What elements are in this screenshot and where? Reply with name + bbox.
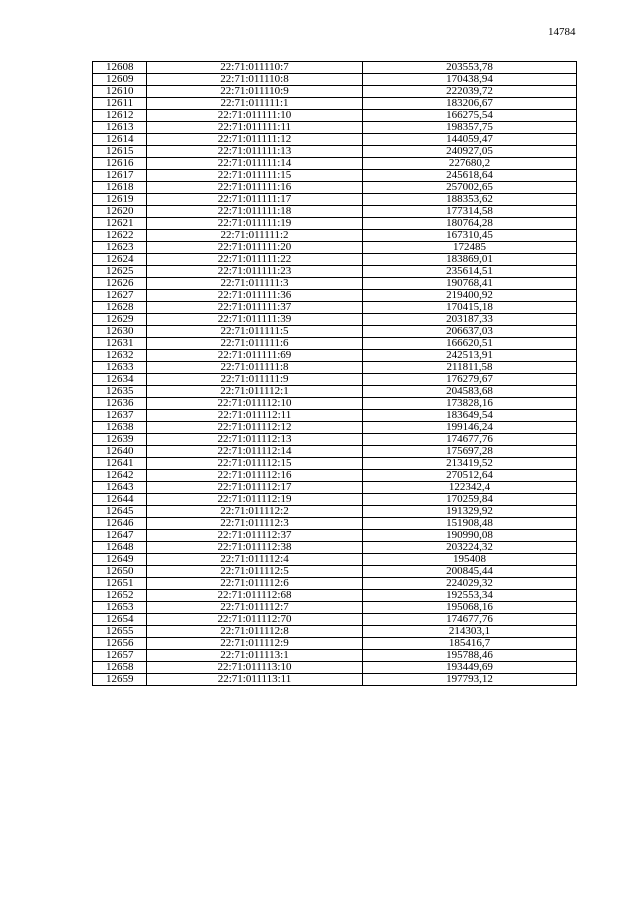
row-number-cell: 12618: [93, 182, 147, 194]
table-row: [93, 554, 577, 566]
cadastral-value-cell: 180764,28: [363, 218, 577, 230]
cadastral-number-cell: 22:71:011111:5: [147, 326, 363, 338]
cadastral-number-cell: 22:71:011112:9: [147, 638, 363, 650]
cadastral-number-cell: 22:71:011112:11: [147, 410, 363, 422]
row-number-cell: 12613: [93, 122, 147, 134]
cadastral-value-cell: 235614,51: [363, 266, 577, 278]
table-row: [93, 326, 577, 338]
cadastral-value-cell: 188353,62: [363, 194, 577, 206]
row-number-cell: 12648: [93, 542, 147, 554]
cadastral-value-cell: 183649,54: [363, 410, 577, 422]
cadastral-number-cell: 22:71:011111:16: [147, 182, 363, 194]
table-row: [93, 350, 577, 362]
cadastral-number-cell: 22:71:011112:3: [147, 518, 363, 530]
cadastral-value-cell: 214303,1: [363, 626, 577, 638]
cadastral-value-cell: 204583,68: [363, 386, 577, 398]
cadastral-number-cell: 22:71:011111:20: [147, 242, 363, 254]
row-number-cell: 12630: [93, 326, 147, 338]
cadastral-number-cell: 22:71:011110:8: [147, 74, 363, 86]
row-number-cell: 12628: [93, 302, 147, 314]
cadastral-number-cell: 22:71:011112:16: [147, 470, 363, 482]
row-number-cell: 12658: [93, 662, 147, 674]
cadastral-value-cell: 190768,41: [363, 278, 577, 290]
cadastral-number-cell: 22:71:011111:14: [147, 158, 363, 170]
cadastral-value-cell: 242513,91: [363, 350, 577, 362]
cadastral-number-cell: 22:71:011112:68: [147, 590, 363, 602]
row-number-cell: 12652: [93, 590, 147, 602]
cadastral-value-cell: 193449,69: [363, 662, 577, 674]
cadastral-value-cell: 151908,48: [363, 518, 577, 530]
table-row: [93, 386, 577, 398]
table-row: [93, 86, 577, 98]
row-number-cell: 12622: [93, 230, 147, 242]
table-row: [93, 446, 577, 458]
row-number-cell: 12611: [93, 98, 147, 110]
table-row: [93, 506, 577, 518]
table-row: [93, 614, 577, 626]
cadastral-number-cell: 22:71:011111:13: [147, 146, 363, 158]
table-row: [93, 170, 577, 182]
cadastral-value-cell: 173828,16: [363, 398, 577, 410]
cadastral-number-cell: 22:71:011112:1: [147, 386, 363, 398]
cadastral-value-cell: 174677,76: [363, 614, 577, 626]
table-row: [93, 146, 577, 158]
table-row: [93, 602, 577, 614]
row-number-cell: 12609: [93, 74, 147, 86]
cadastral-value-cell: 222039,72: [363, 86, 577, 98]
table-row: [93, 302, 577, 314]
table-row: [93, 482, 577, 494]
cadastral-number-cell: 22:71:011112:10: [147, 398, 363, 410]
cadastral-value-cell: 183206,67: [363, 98, 577, 110]
table-row: [93, 98, 577, 110]
cadastral-number-cell: 22:71:011111:10: [147, 110, 363, 122]
table-row: [93, 74, 577, 86]
cadastral-value-cell: 167310,45: [363, 230, 577, 242]
table-row: [93, 62, 577, 74]
cadastral-number-cell: 22:71:011111:9: [147, 374, 363, 386]
table-row: [93, 578, 577, 590]
table-row: [93, 662, 577, 674]
row-number-cell: 12637: [93, 410, 147, 422]
row-number-cell: 12624: [93, 254, 147, 266]
row-number-cell: 12621: [93, 218, 147, 230]
cadastral-number-cell: 22:71:011110:7: [147, 62, 363, 74]
cadastral-value-cell: 190990,08: [363, 530, 577, 542]
table-body: [93, 62, 577, 686]
cadastral-number-cell: 22:71:011110:9: [147, 86, 363, 98]
cadastral-value-cell: 170415,18: [363, 302, 577, 314]
table-row: [93, 374, 577, 386]
row-number-cell: 12640: [93, 446, 147, 458]
row-number-cell: 12647: [93, 530, 147, 542]
row-number-cell: 12641: [93, 458, 147, 470]
row-number-cell: 12651: [93, 578, 147, 590]
row-number-cell: 12612: [93, 110, 147, 122]
cadastral-value-cell: 174677,76: [363, 434, 577, 446]
row-number-cell: 12626: [93, 278, 147, 290]
table-row: [93, 158, 577, 170]
cadastral-number-cell: 22:71:011111:69: [147, 350, 363, 362]
cadastral-number-cell: 22:71:011112:13: [147, 434, 363, 446]
cadastral-value-cell: 183869,01: [363, 254, 577, 266]
row-number-cell: 12617: [93, 170, 147, 182]
cadastral-number-cell: 22:71:011111:39: [147, 314, 363, 326]
table-row: [93, 398, 577, 410]
cadastral-value-cell: 270512,64: [363, 470, 577, 482]
row-number-cell: 12620: [93, 206, 147, 218]
cadastral-value-cell: 200845,44: [363, 566, 577, 578]
table-row: [93, 566, 577, 578]
row-number-cell: 12654: [93, 614, 147, 626]
cadastral-number-cell: 22:71:011112:14: [147, 446, 363, 458]
table-row: [93, 518, 577, 530]
cadastral-value-cell: 224029,32: [363, 578, 577, 590]
cadastral-value-cell: 203187,33: [363, 314, 577, 326]
cadastral-number-cell: 22:71:011111:36: [147, 290, 363, 302]
cadastral-number-cell: 22:71:011111:6: [147, 338, 363, 350]
row-number-cell: 12635: [93, 386, 147, 398]
table-row: [93, 470, 577, 482]
cadastral-value-cell: 191329,92: [363, 506, 577, 518]
cadastral-number-cell: 22:71:011112:37: [147, 530, 363, 542]
row-number-cell: 12634: [93, 374, 147, 386]
cadastral-number-cell: 22:71:011113:10: [147, 662, 363, 674]
table-row: [93, 122, 577, 134]
cadastral-value-cell: 170438,94: [363, 74, 577, 86]
row-number-cell: 12642: [93, 470, 147, 482]
table-row: [93, 590, 577, 602]
table-row: [93, 650, 577, 662]
table-row: [93, 254, 577, 266]
cadastral-number-cell: 22:71:011113:11: [147, 674, 363, 686]
cadastral-value-cell: 257002,65: [363, 182, 577, 194]
table-row: [93, 626, 577, 638]
cadastral-number-cell: 22:71:011111:23: [147, 266, 363, 278]
cadastral-value-cell: 203224,32: [363, 542, 577, 554]
table-row: [93, 314, 577, 326]
row-number-cell: 12610: [93, 86, 147, 98]
row-number-cell: 12616: [93, 158, 147, 170]
row-number-cell: 12633: [93, 362, 147, 374]
row-number-cell: 12643: [93, 482, 147, 494]
row-number-cell: 12629: [93, 314, 147, 326]
cadastral-number-cell: 22:71:011111:37: [147, 302, 363, 314]
cadastral-number-cell: 22:71:011112:17: [147, 482, 363, 494]
cadastral-value-cell: 170259,84: [363, 494, 577, 506]
cadastral-value-cell: 176279,67: [363, 374, 577, 386]
cadastral-number-cell: 22:71:011111:17: [147, 194, 363, 206]
cadastral-value-cell: 172485: [363, 242, 577, 254]
cadastral-value-cell: 219400,92: [363, 290, 577, 302]
table-row: [93, 422, 577, 434]
cadastral-number-cell: 22:71:011112:8: [147, 626, 363, 638]
cadastral-value-cell: 177314,58: [363, 206, 577, 218]
table-row: [93, 134, 577, 146]
cadastral-number-cell: 22:71:011111:2: [147, 230, 363, 242]
row-number-cell: 12623: [93, 242, 147, 254]
table-row: [93, 338, 577, 350]
cadastral-number-cell: 22:71:011112:6: [147, 578, 363, 590]
row-number-cell: 12645: [93, 506, 147, 518]
page-number: 14784: [548, 26, 576, 38]
cadastral-value-cell: 197793,12: [363, 674, 577, 686]
table-row: [93, 458, 577, 470]
cadastral-number-cell: 22:71:011112:5: [147, 566, 363, 578]
row-number-cell: 12636: [93, 398, 147, 410]
table-row: [93, 242, 577, 254]
cadastral-value-cell: 227680,2: [363, 158, 577, 170]
cadastral-value-cell: 195788,46: [363, 650, 577, 662]
cadastral-number-cell: 22:71:011112:4: [147, 554, 363, 566]
cadastral-number-cell: 22:71:011112:2: [147, 506, 363, 518]
cadastral-number-cell: 22:71:011111:19: [147, 218, 363, 230]
cadastral-number-cell: 22:71:011112:7: [147, 602, 363, 614]
cadastral-value-cell: 199146,24: [363, 422, 577, 434]
cadastral-value-cell: 211811,58: [363, 362, 577, 374]
cadastral-value-cell: 203553,78: [363, 62, 577, 74]
cadastral-value-cell: 240927,05: [363, 146, 577, 158]
row-number-cell: 12619: [93, 194, 147, 206]
cadastral-value-cell: 192553,34: [363, 590, 577, 602]
table-row: [93, 410, 577, 422]
cadastral-value-cell: 175697,28: [363, 446, 577, 458]
row-number-cell: 12650: [93, 566, 147, 578]
cadastral-number-cell: 22:71:011111:1: [147, 98, 363, 110]
cadastral-value-cell: 206637,03: [363, 326, 577, 338]
row-number-cell: 12659: [93, 674, 147, 686]
row-number-cell: 12655: [93, 626, 147, 638]
table-row: [93, 494, 577, 506]
table-row: [93, 278, 577, 290]
row-number-cell: 12646: [93, 518, 147, 530]
cadastral-value-cell: 122342,4: [363, 482, 577, 494]
row-number-cell: 12649: [93, 554, 147, 566]
cadastral-number-cell: 22:71:011112:70: [147, 614, 363, 626]
cadastral-number-cell: 22:71:011112:15: [147, 458, 363, 470]
table-row: [93, 110, 577, 122]
cadastral-number-cell: 22:71:011111:8: [147, 362, 363, 374]
table-row: [93, 530, 577, 542]
cadastral-number-cell: 22:71:011112:19: [147, 494, 363, 506]
cadastral-number-cell: 22:71:011112:38: [147, 542, 363, 554]
table-row: [93, 206, 577, 218]
table-row: [93, 434, 577, 446]
cadastral-value-cell: 166620,51: [363, 338, 577, 350]
cadastral-value-table: [92, 61, 577, 686]
row-number-cell: 12657: [93, 650, 147, 662]
row-number-cell: 12639: [93, 434, 147, 446]
cadastral-value-cell: 166275,54: [363, 110, 577, 122]
cadastral-value-cell: 185416,7: [363, 638, 577, 650]
row-number-cell: 12644: [93, 494, 147, 506]
table-row: [93, 290, 577, 302]
row-number-cell: 12653: [93, 602, 147, 614]
row-number-cell: 12627: [93, 290, 147, 302]
cadastral-number-cell: 22:71:011111:18: [147, 206, 363, 218]
cadastral-value-cell: 195068,16: [363, 602, 577, 614]
table-row: [93, 266, 577, 278]
cadastral-value-cell: 198357,75: [363, 122, 577, 134]
row-number-cell: 12656: [93, 638, 147, 650]
table-row: [93, 218, 577, 230]
row-number-cell: 12632: [93, 350, 147, 362]
row-number-cell: 12625: [93, 266, 147, 278]
table-row: [93, 194, 577, 206]
row-number-cell: 12638: [93, 422, 147, 434]
table-row: [93, 230, 577, 242]
cadastral-number-cell: 22:71:011112:12: [147, 422, 363, 434]
row-number-cell: 12608: [93, 62, 147, 74]
row-number-cell: 12614: [93, 134, 147, 146]
table-row: [93, 182, 577, 194]
table-row: [93, 674, 577, 686]
cadastral-number-cell: 22:71:011111:11: [147, 122, 363, 134]
cadastral-value-cell: 213419,52: [363, 458, 577, 470]
cadastral-number-cell: 22:71:011111:22: [147, 254, 363, 266]
cadastral-number-cell: 22:71:011111:3: [147, 278, 363, 290]
row-number-cell: 12615: [93, 146, 147, 158]
cadastral-number-cell: 22:71:011113:1: [147, 650, 363, 662]
cadastral-value-cell: 245618,64: [363, 170, 577, 182]
table-row: [93, 542, 577, 554]
table-row: [93, 638, 577, 650]
cadastral-number-cell: 22:71:011111:15: [147, 170, 363, 182]
row-number-cell: 12631: [93, 338, 147, 350]
cadastral-value-cell: 144059,47: [363, 134, 577, 146]
cadastral-number-cell: 22:71:011111:12: [147, 134, 363, 146]
table-row: [93, 362, 577, 374]
cadastral-value-cell: 195408: [363, 554, 577, 566]
